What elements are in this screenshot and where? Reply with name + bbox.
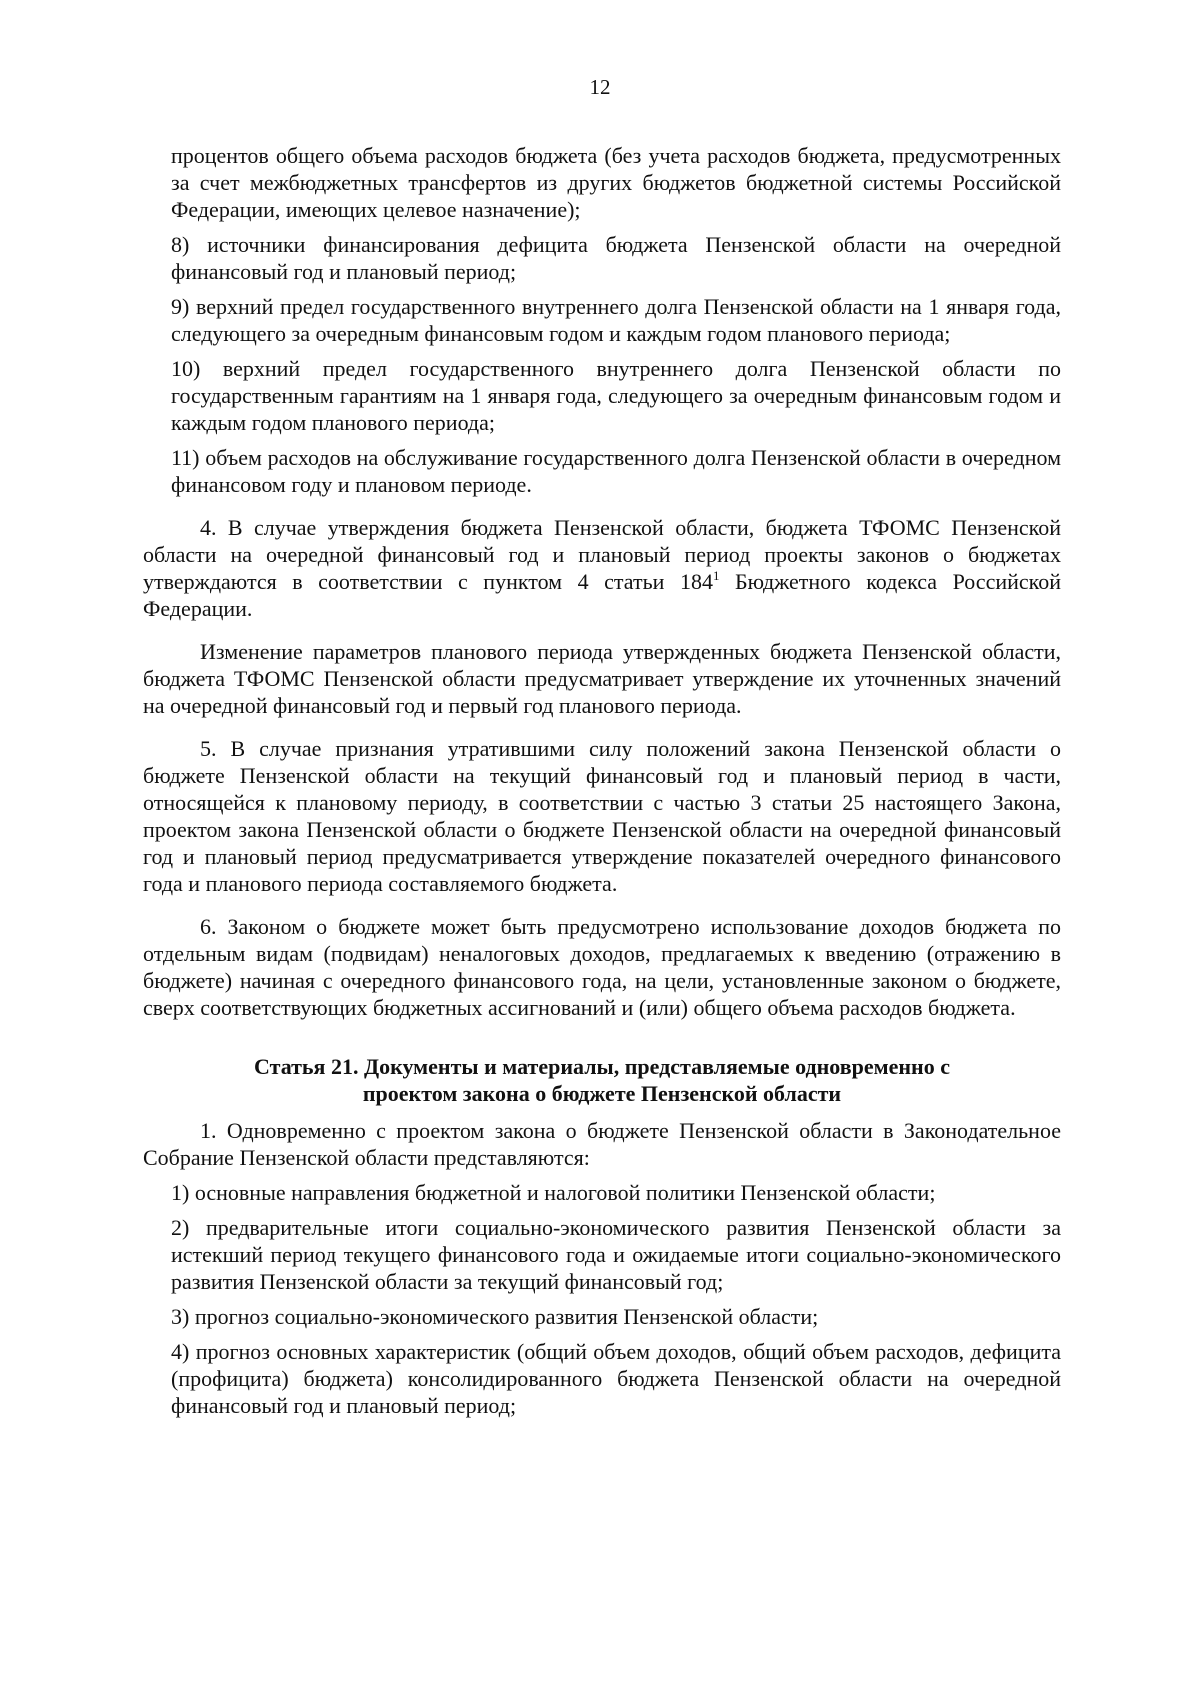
article-heading	[143, 1053, 1061, 1107]
article-heading-line2: проектом закона о бюджете Пензенской области	[362, 1081, 842, 1106]
paragraph-4-text-end: Бюджетного кодекса Российской Федерации.	[143, 569, 1061, 621]
list-item: 3) прогноз социально-экономического развития Пензенской области;	[171, 1304, 819, 1329]
list-item: 8) источники финансирования дефицита бюджета Пензенской области на очередной финансовый год и плановый период;	[171, 232, 1061, 284]
list-item: 11) объем расходов на обслуживание государственного долга Пензенской области в очередном финансовом году и плановом периоде.	[171, 445, 1061, 497]
list-item: 10) верхний предел государственного внутреннего долга Пензенской области по государственным гарантиям на 1 января года, следующего за очередным финансовым годом и каждым годом планового периода;	[171, 356, 1061, 435]
paragraph-6: 6. Законом о бюджете может быть предусмотрено использование доходов бюджета по отдельным видам (подвидам) неналоговых доходов, предлагаемых к введению (отражению в бюджете) начиная с очередного финансового года, на цели, установленные законом о бюджете, сверх соответствующих бюджетных ассигнований и (или) общего объема расходов бюджета.	[143, 914, 1061, 1020]
list-item: 2) предварительные итоги социально-экономического развития Пензенской области за истекший период текущего финансового года и ожидаемые итоги социально-экономического развития Пензенской области за текущий финансовый год;	[171, 1215, 1061, 1294]
paragraph-change: Изменение параметров планового периода утвержденных бюджета Пензенской области, бюджета ТФОМС Пензенской области предусматривает утверждение их уточненных значений на очередной финансовый год и первый год планового периода.	[143, 639, 1061, 718]
list-item: процентов общего объема расходов бюджета (без учета расходов бюджета, предусмотренных за счет межбюджетных трансфертов из других бюджетов бюджетной системы Российской Федерации, имеющих целевое назначение);	[171, 143, 1061, 222]
list-item: 4) прогноз основных характеристик (общий объем доходов, общий объем расходов, дефицита (профицита) бюджета) консолидированного бюджета Пензенской области на очередной финансовый год и плановый период;	[171, 1339, 1061, 1418]
paragraph-5: 5. В случае признания утратившими силу положений закона Пензенской области о бюджете Пензенской области на текущий финансовый год и плановый период в части, относящейся к плановому периоду, в соответствии с частью 3 статьи 25 настоящего Закона, проектом закона Пензенской области о бюджете Пензенской области на очередной финансовый год и плановый период предусматривается утверждение показателей очередного финансового года и планового периода составляемого бюджета.	[143, 736, 1061, 896]
article-heading-line1: Статья 21. Документы и материалы, представляемые одновременно с	[254, 1054, 950, 1079]
list-item: 9) верхний предел государственного внутреннего долга Пензенской области на 1 января года, следующего за очередным финансовым годом и каждым годом планового периода;	[171, 294, 1061, 346]
article-paragraph-1: 1. Одновременно с проектом закона о бюджете Пензенской области в Законодательное Собрание Пензенской области представляются:	[143, 1118, 1061, 1170]
paragraph-4	[143, 514, 1061, 622]
footnote-superscript: 1	[712, 568, 720, 583]
list-item: 1) основные направления бюджетной и налоговой политики Пензенской области;	[171, 1180, 936, 1205]
page-number: 12	[589, 75, 611, 99]
document-body	[143, 142, 1061, 1427]
paragraph-4-text: 4. В случае утверждения бюджета Пензенской области, бюджета ТФОМС Пензенской области на очередной финансовый год и плановый период проекты законов о бюджетах утверждаются в соответствии с пунктом 4 статьи 184	[143, 515, 1061, 594]
